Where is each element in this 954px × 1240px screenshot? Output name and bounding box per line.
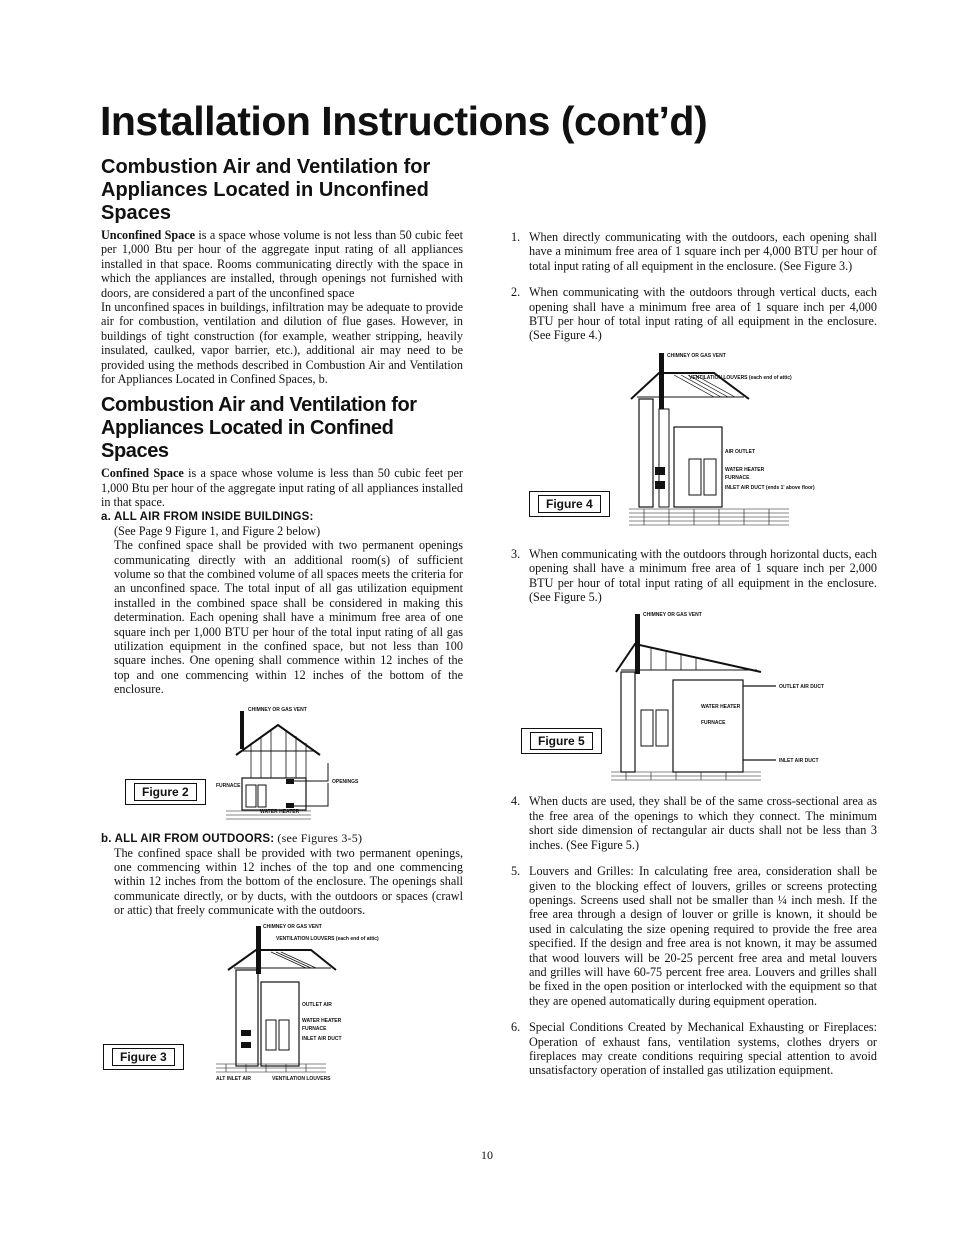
page-title: Installation Instructions (cont’d) — [100, 98, 708, 144]
section-b-body: The confined space shall be provided with two permanent openings, one commencing within 12 inches of the top and one commencing within 12 inches from the bottom of the enclosure. The openings shall communicate directly, or by ducts, with the outdoors or spaces (crawl or attic) that freely communicate with the outdoors. — [114, 845, 463, 918]
figure-4 — [519, 349, 877, 535]
list-item-number: 3. — [511, 546, 521, 561]
figure-4-outlet-label: AIR OUTLET — [725, 448, 755, 455]
list-item — [511, 285, 877, 535]
figure-5-chimney-label: CHIMNEY OR GAS VENT — [643, 612, 702, 619]
section-a-heading: a. ALL AIR FROM INSIDE BUILDINGS: — [101, 510, 314, 523]
list-item — [511, 1020, 877, 1078]
right-column — [511, 230, 877, 1090]
list-item-text: When directly communicating with the outdoors, each opening shall have a minimum free area of 1 square inch per 4,000 BTU per hour of total input rating of all equipment in the enclosure. (See Figure 3.) — [529, 230, 877, 273]
figure-2-water-heater-label: WATER HEATER — [260, 808, 300, 815]
figure-2-chimney-label: CHIMNEY OR GAS VENT — [248, 706, 307, 713]
numbered-list — [511, 230, 877, 1078]
figure-4-inlet-duct-label: INLET AIR DUCT (ends 1' above floor) — [725, 484, 815, 491]
list-item-number: 6. — [511, 1020, 521, 1035]
list-item — [511, 864, 877, 1008]
confined-paragraph — [101, 466, 463, 509]
list-item — [511, 230, 877, 273]
figure-3-label-box — [103, 1044, 184, 1070]
figure-2-openings-label: OPENINGS — [332, 778, 359, 785]
figure-4-label-box — [529, 491, 610, 517]
left-column — [101, 156, 463, 1092]
figure-5-outlet-duct-label: OUTLET AIR DUCT — [779, 684, 825, 691]
figure-5-furnace-label: FURNACE — [701, 720, 726, 727]
page-number: 10 — [481, 1148, 493, 1162]
figure-3-water-heater-label: WATER HEATER — [302, 1017, 342, 1024]
figure-4-label: Figure 4 — [538, 495, 601, 513]
confined-body: is a space whose volume is less than 50 cubic feet per 1,000 Btu per hour of the aggregate input rating of all appliances installed in that space. — [101, 466, 463, 510]
figure-2-diagram — [216, 703, 376, 821]
list-item — [511, 547, 877, 783]
section-b-heading — [101, 831, 463, 846]
unconfined-paragraph-1 — [101, 228, 463, 300]
figure-4-louvers-label: VENTILATION LOUVERS (each end of attic) — [689, 374, 792, 381]
figure-4-chimney-label: CHIMNEY OR GAS VENT — [667, 352, 726, 359]
figure-3-louvers-label: VENTILATION LOUVERS (each end of attic) — [276, 935, 379, 942]
figure-5-inlet-duct-label: INLET AIR DUCT — [779, 758, 819, 765]
section-a-ref: (See Page 9 Figure 1, and Figure 2 below) — [114, 523, 321, 538]
figure-5 — [519, 610, 877, 782]
figure-2-label-box — [125, 779, 206, 805]
list-item — [511, 794, 877, 852]
section-b-title: b. ALL AIR FROM OUTDOORS: — [101, 832, 275, 845]
figure-3-bottom-louvers-label: VENTILATION LOUVERS — [272, 1075, 331, 1082]
unconfined-paragraph-2: In unconfined spaces in buildings, infiltration may be adequate to provide air for combustion, ventilation and dilution of flue gases. However, in buildings of tight construction (for example, weather stripping, heavily insulated, caulked, vapor barrier, etc.), additional air may need to be provided using the methods described in Combustion Air and Ventilation for Appliances Located in Confined Spaces, b. — [101, 300, 463, 387]
figure-5-label: Figure 5 — [530, 732, 593, 750]
section-a-body: The confined space shall be provided with two permanent openings communicating directly with an additional room(s) of sufficient volume so that the combined volume of all spaces meets the criteria for an unconfined space. The total input of all gas utilization equipment installed in the combined space shall be considered in making this determination. Each opening shall have a minimum free area of one square inch per 1,000 BTU per hour of the total input rating of all gas utilization equipment in the confined space, but not less than 100 square inches. One opening shall commence within 12 inches of the top and one commencing within 12 inches of the bottom of the enclosure. — [114, 538, 463, 697]
list-item-text: When communicating with the outdoors through horizontal ducts, each opening shall have a minimum free area of 1 square inch per 2,000 BTU per hour of total input rating of all equipment in the enclosure. (See Figure 5.) — [529, 546, 877, 605]
section-b-ref: (see Figures 3-5) — [274, 830, 363, 845]
figure-3-label: Figure 3 — [112, 1048, 175, 1066]
figure-4-furnace-label: FURNACE — [725, 474, 750, 481]
figure-3-diagram — [216, 922, 416, 1082]
confined-lead: Confined Space — [101, 466, 184, 481]
figure-2-furnace-label: FURNACE — [216, 782, 241, 789]
figure-5-label-box — [521, 728, 602, 754]
figure-3 — [101, 922, 463, 1082]
figure-3-outlet-label: OUTLET AIR — [302, 1001, 332, 1008]
list-item-number: 1. — [511, 230, 521, 244]
figure-2-label: Figure 2 — [134, 783, 197, 801]
list-item-number: 2. — [511, 285, 521, 300]
unconfined-lead: Unconfined Space — [101, 228, 196, 242]
list-item-text: When communicating with the outdoors through vertical ducts, each opening shall have a minimum free area of 1 square inch per 4,000 BTU per hour of total input rating of all equipment in the enclosure. (See Figure 4.) — [529, 285, 877, 343]
figure-3-bottom-inlet-label: ALT INLET AIR — [216, 1075, 251, 1082]
unconfined-body-1: is a space whose volume is not less than 50 cubic feet per 1,000 Btu per hour of the aggregate input rating of all appliances installed in that space. Rooms communicating directly with the space in which the appliances are installed, through openings not furnished with doors, are considered a part of the unconfined space — [101, 228, 463, 300]
figure-3-inlet-duct-label: INLET AIR DUCT — [302, 1035, 342, 1042]
list-item-text: When ducts are used, they shall be of the same cross-sectional area as the free area of the openings to which they connect. The minimum short side dimension of rectangular air ducts shall not be less than 3 inches. (See Figure 5.) — [529, 794, 877, 852]
figure-5-water-heater-label: WATER HEATER — [701, 704, 741, 711]
confined-heading: Combustion Air and Ventilation for Appliances Located in Confined Spaces — [101, 394, 417, 463]
figure-3-chimney-label: CHIMNEY OR GAS VENT — [263, 923, 322, 930]
figure-3-furnace-label: FURNACE — [302, 1025, 327, 1032]
figure-4-water-heater-label: WATER HEATER — [725, 466, 765, 473]
figure-2 — [101, 703, 463, 821]
unconfined-heading: Combustion Air and Ventilation for Appliances Located in Unconfined Spaces — [101, 156, 431, 224]
list-item-text: Special Conditions Created by Mechanical Exhausting or Fireplaces: Operation of exhaust fans, ventilation systems, clothes dryers or fireplaces may create conditions requiring special attention to avoid unsatisfactory operation of installed gas utilization equipment. — [529, 1020, 877, 1078]
figure-5-diagram — [611, 610, 871, 782]
list-item-number: 4. — [511, 794, 521, 809]
list-item-number: 5. — [511, 864, 521, 879]
figure-4-diagram — [629, 349, 879, 535]
list-item-text: Louvers and Grilles: In calculating free area, consideration shall be given to the blocking effect of louvers, grilles or screens protecting openings. Screens used shall not be smaller than ¼ inch mesh. If the free area through a design of louver or grille is known, it should be used in calculating the size opening required to provide the free area specified. If the design and free area is not known, it may be assumed that wood louvers will be 20-25 percent free area and metal louvers and grilles will have 60-75 percent free area. Louvers and grilles shall be fixed in the open position or interlocked with the equipment so that they are opened automatically during equipment operation. — [529, 864, 877, 1008]
